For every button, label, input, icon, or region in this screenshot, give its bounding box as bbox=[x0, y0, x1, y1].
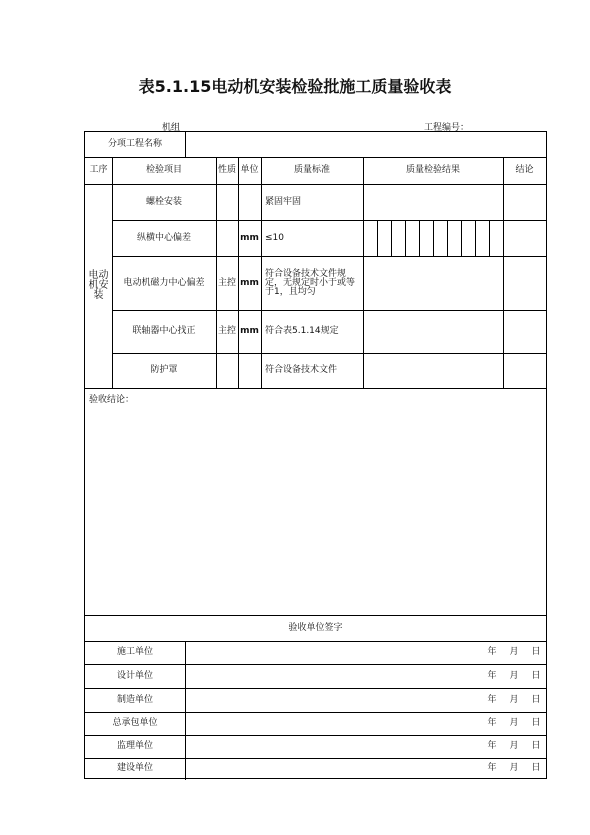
sign-unit-name: 施工单位 bbox=[116, 647, 153, 657]
item-standard: 符合设备技术文件 bbox=[265, 365, 338, 375]
item-name: 电动机磁力中心偏差 bbox=[123, 277, 205, 288]
item-standard: 紧固牢固 bbox=[265, 196, 302, 207]
sign-title: 验收单位签字 bbox=[288, 622, 343, 633]
item-name: 纵横中心偏差 bbox=[136, 232, 191, 243]
page-title: 表5.1.15电动机安装检验批施工质量验收表 bbox=[138, 77, 452, 96]
sign-unit-name: 建设单位 bbox=[116, 763, 153, 773]
col-conclusion: 结论 bbox=[515, 165, 534, 175]
sign-date: 年 月 日 bbox=[487, 647, 541, 657]
sign-date: 年 月 日 bbox=[487, 718, 541, 728]
sign-unit-name: 设计单位 bbox=[116, 670, 153, 681]
sign-unit-name: 总承包单位 bbox=[112, 718, 158, 728]
item-unit bbox=[238, 353, 261, 388]
col-item: 检验项目 bbox=[145, 165, 182, 175]
item-unit: mm bbox=[240, 277, 259, 288]
conclusion-label: 验收结论： bbox=[89, 394, 135, 405]
item-nature: 主控 bbox=[217, 277, 236, 288]
project-no-label: 工程编号： bbox=[424, 123, 470, 133]
sign-unit-name: 制造单位 bbox=[116, 694, 153, 705]
item-nature bbox=[216, 220, 238, 256]
sign-date: 年 月 日 bbox=[487, 741, 541, 751]
col-unit: 单位 bbox=[240, 165, 259, 175]
col-result: 质量检验结果 bbox=[405, 165, 460, 175]
item-standard: 符合设备技术文件规定，无规定时小于或等于1，且均匀 bbox=[265, 268, 356, 297]
item-name: 防护罩 bbox=[150, 365, 178, 375]
item-name: 螺栓安装 bbox=[145, 196, 182, 207]
item-standard: 符合表5.1.14规定 bbox=[265, 326, 339, 336]
col-process: 工序 bbox=[89, 165, 108, 175]
item-unit: mm bbox=[240, 232, 259, 243]
item-unit: mm bbox=[240, 326, 259, 336]
item-nature bbox=[216, 184, 238, 220]
item-nature: 主控 bbox=[217, 326, 236, 336]
item-unit bbox=[238, 184, 261, 220]
item-name: 联轴器中心找正 bbox=[132, 326, 196, 336]
col-standard: 质量标准 bbox=[293, 165, 330, 175]
sign-date: 年 月 日 bbox=[487, 670, 541, 681]
sign-unit-name: 监理单位 bbox=[116, 741, 153, 751]
col-nature: 性质 bbox=[217, 165, 236, 175]
process-name: 电动机安装 bbox=[88, 270, 109, 301]
sign-date: 年 月 日 bbox=[487, 694, 541, 705]
unit-label: 机组 bbox=[162, 123, 181, 133]
inspection-form bbox=[84, 131, 547, 779]
item-nature bbox=[216, 353, 238, 388]
sign-date: 年 月 日 bbox=[487, 763, 541, 773]
subproject-name-label: 分项工程名称 bbox=[107, 139, 162, 149]
item-standard: ≤10 bbox=[265, 232, 284, 243]
